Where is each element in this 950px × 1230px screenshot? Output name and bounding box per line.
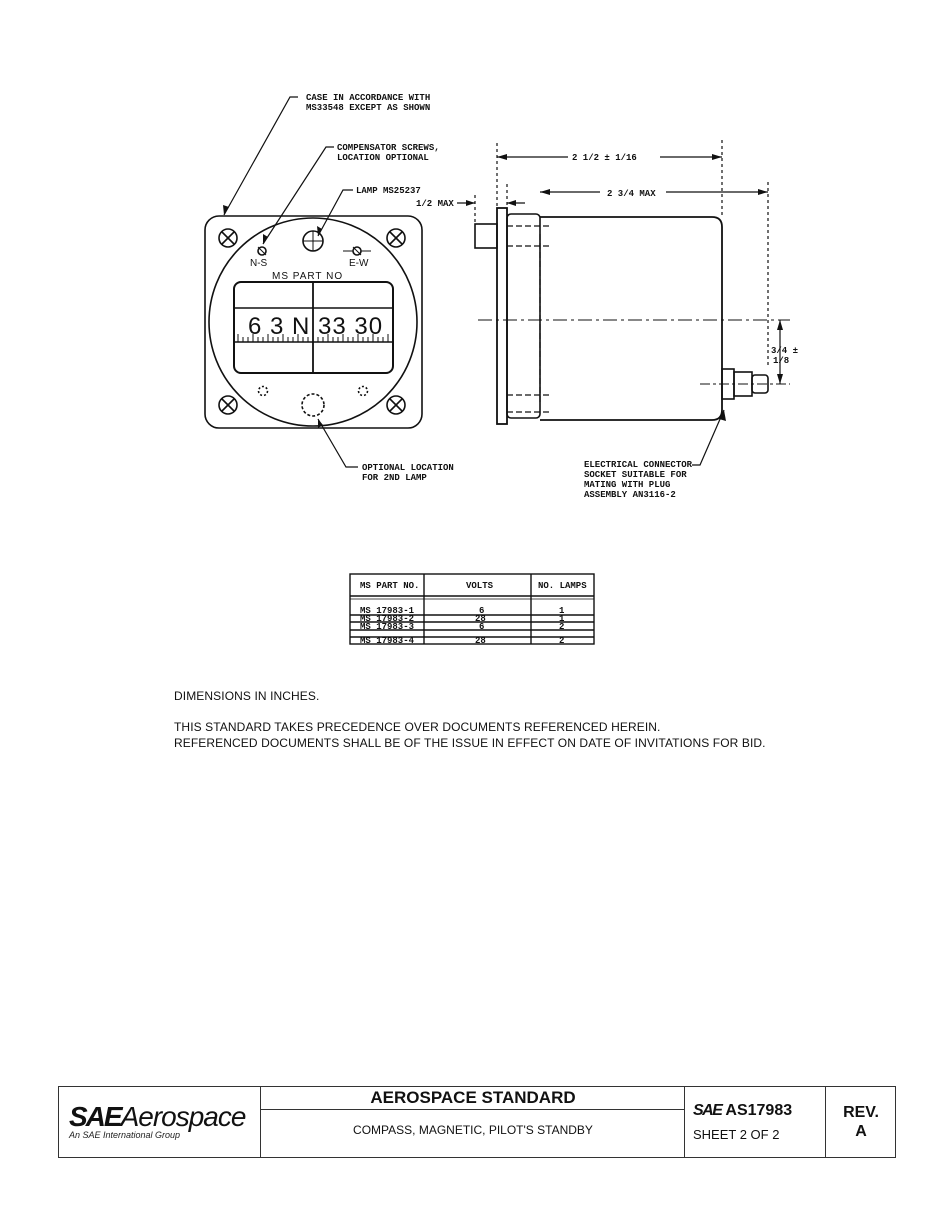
table-cell-volts-2: 28 [475,614,486,624]
label-ew: E-W [349,258,369,269]
table-cell-lamps-2: 1 [559,614,565,624]
table-cell-lamps-3: 2 [559,622,565,632]
callout-comp-2: LOCATION OPTIONAL [337,153,429,163]
table-cell-volts-3: 6 [479,622,485,632]
revision [826,1103,896,1141]
dim-offset-a: 3/4 ± [771,346,799,356]
logo-sae: SAE [69,1101,121,1132]
dim-overall: 2 1/2 ± 1/16 [572,153,637,163]
callout-elec-3: MATING WITH PLUG [584,480,671,490]
side-body [540,217,722,420]
rev-value: A [855,1123,867,1140]
table-cell-part-4: MS 17983-4 [360,636,415,646]
title-block-title [261,1087,685,1157]
table-cell-lamps-4: 2 [559,636,565,646]
side-knob [475,224,497,248]
standard-type: AEROSPACE STANDARD [261,1087,685,1110]
callout-elec-1: ELECTRICAL CONNECTOR [584,460,693,470]
table-cell-lamps-1: 1 [559,606,565,616]
sheet-number: SHEET 2 OF 2 [693,1127,780,1142]
table-header-lamps: NO. LAMPS [538,581,587,591]
logo-subtitle: An SAE International Group [69,1130,181,1140]
rev-label: REV. [843,1104,879,1121]
document-title: COMPASS, MAGNETIC, PILOT'S STANDBY [353,1123,593,1137]
table-cell-part-1: MS 17983-1 [360,606,415,616]
note-precedence: THIS STANDARD TAKES PRECEDENCE OVER DOCUMENTS REFERENCED HEREIN. [174,720,661,734]
table-cell-volts-1: 6 [479,606,485,616]
optional-lamp-location [302,394,324,416]
title-block-logo [59,1087,261,1157]
dial-numbers: 6 3 N 33 30 [248,313,384,340]
table-header-volts: VOLTS [466,581,494,591]
lower-screw-left [259,387,268,396]
callout-elec-2: SOCKET SUITABLE FOR [584,470,687,480]
callout-comp-1: COMPENSATOR SCREWS, [337,143,440,153]
dim-offset-b: 1/8 [773,356,790,366]
table-header-part: MS PART NO. [360,581,420,591]
side-flange [497,208,507,424]
table-cell-volts-4: 28 [475,636,486,646]
table-cell-part-2: MS 17983-2 [360,614,415,624]
table-cell-part-3: MS 17983-3 [360,622,415,632]
label-ms-part-no: MS PART NO [272,271,344,282]
label-ns: N-S [250,258,268,269]
sae-aerospace-logo [69,1101,245,1133]
callout-case-2: MS33548 EXCEPT AS SHOWN [306,103,431,113]
callout-optional-2: FOR 2ND LAMP [362,473,427,483]
dim-body: 2 3/4 MAX [607,189,656,199]
document-number [693,1102,792,1120]
callout-lamp: LAMP MS25237 [356,186,421,196]
title-block-doc [685,1087,826,1157]
callout-case-1: CASE IN ACCORDANCE WITH [306,93,431,103]
dimension-lines [457,140,780,384]
doc-number-value: AS17983 [725,1102,793,1119]
callout-optional-1: OPTIONAL LOCATION [362,463,454,473]
doc-prefix-logo: SAE [693,1102,722,1119]
logo-aerospace: Aerospace [120,1101,246,1132]
note-referenced: REFERENCED DOCUMENTS SHALL BE OF THE ISSUE IN EFFECT ON DATE OF INVITATIONS FOR BID. [174,736,766,750]
title-block [58,1086,896,1158]
note-dimensions: DIMENSIONS IN INCHES. [174,689,320,703]
title-block-rev [826,1087,896,1157]
side-flange-inner [507,214,540,418]
lower-screw-right [359,387,368,396]
callout-half-max: 1/2 MAX [416,199,454,209]
callout-elec-4: ASSEMBLY AN3116-2 [584,490,676,500]
